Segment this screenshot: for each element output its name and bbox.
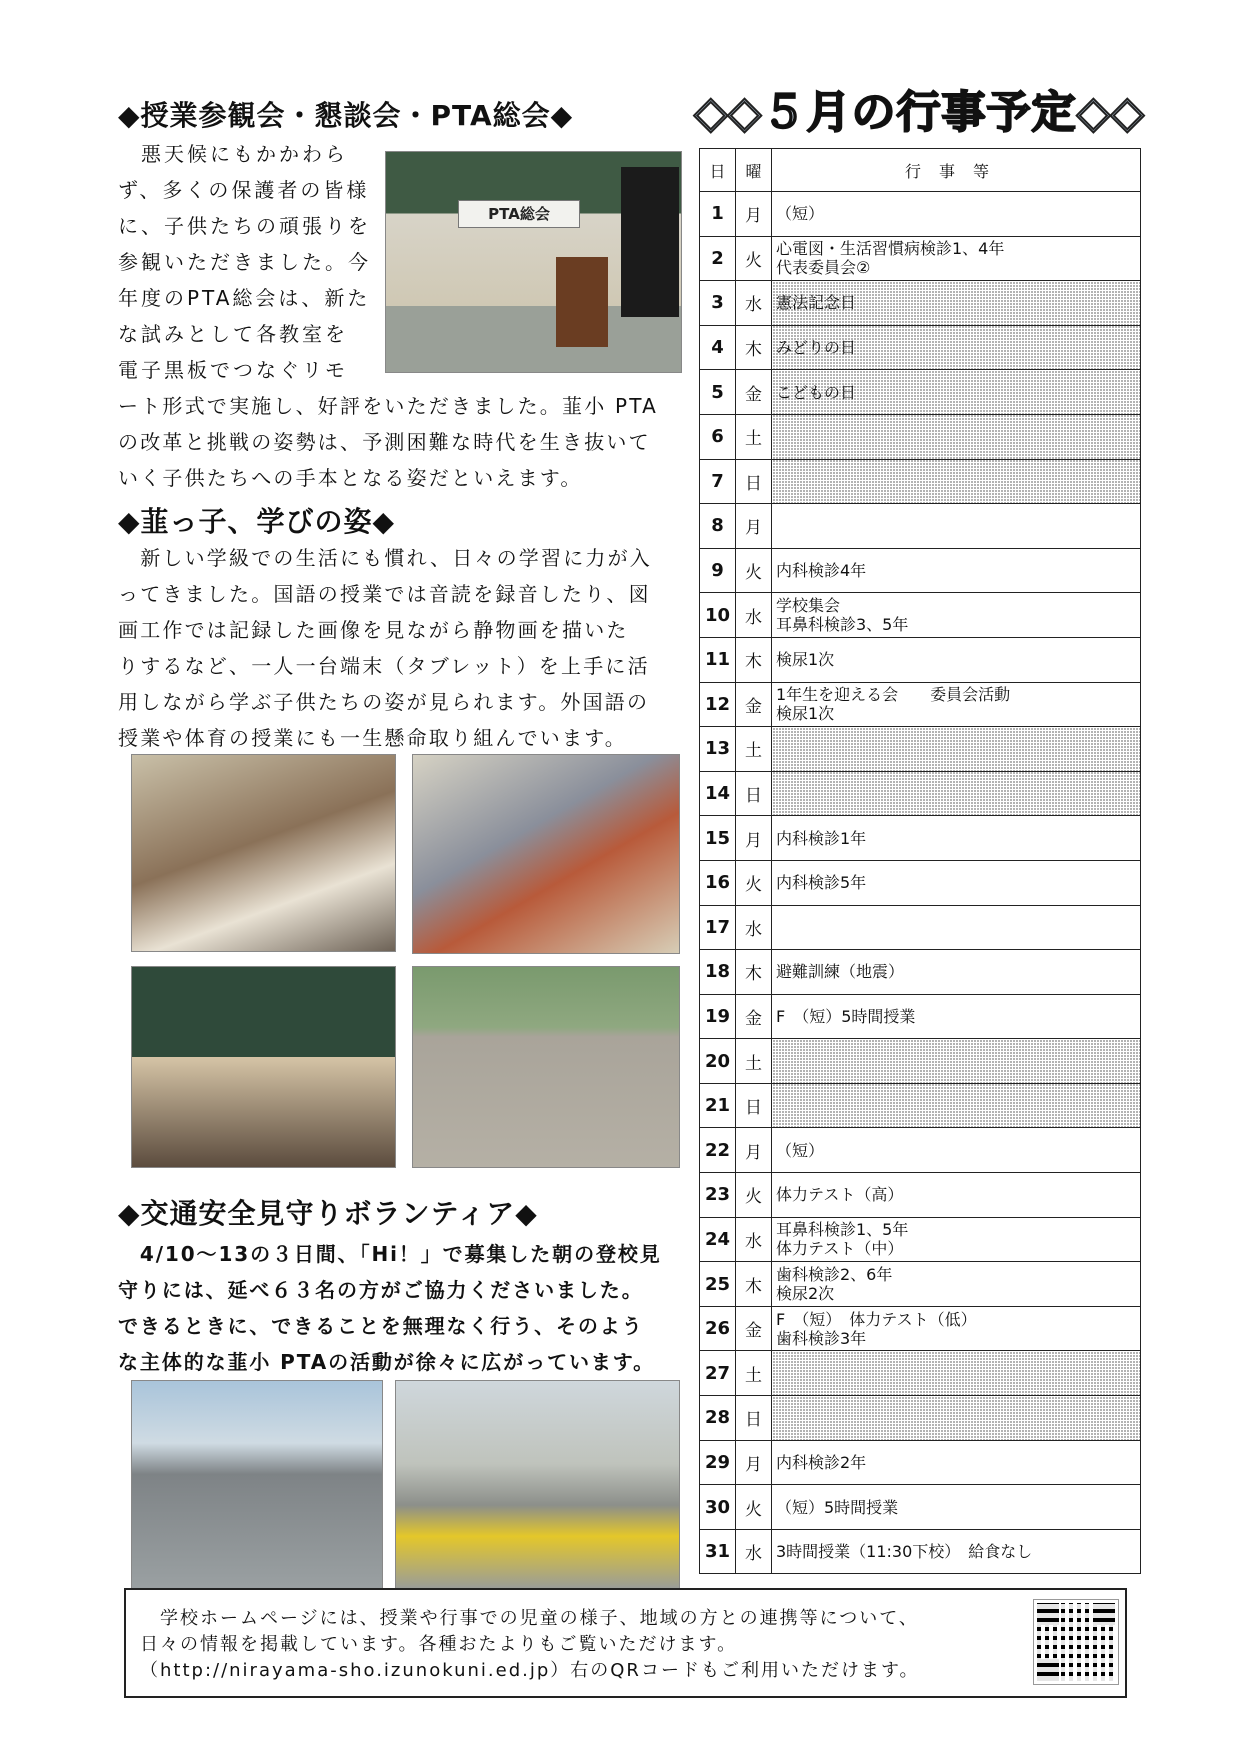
schedule-day: 27 xyxy=(700,1351,736,1396)
schedule-row xyxy=(700,816,1141,861)
schedule-day: 6 xyxy=(700,414,736,459)
schedule-day: 2 xyxy=(700,236,736,281)
schedule-events xyxy=(772,682,1141,727)
schedule-row xyxy=(700,504,1141,549)
schedule-day: 10 xyxy=(700,593,736,638)
schedule-day: 16 xyxy=(700,860,736,905)
pta-line: ート形式で実施し、好評をいただきました。韮小 PTA xyxy=(118,394,658,418)
schedule-event: （短） xyxy=(776,1140,825,1160)
schedule-day: 20 xyxy=(700,1039,736,1084)
schedule-event: 避難訓練（地震） xyxy=(776,962,905,982)
schedule-event: 検尿2次 xyxy=(776,1284,835,1304)
schedule-weekday: 日 xyxy=(736,1396,772,1441)
schedule-day: 18 xyxy=(700,950,736,995)
notice-line: （http://nirayama-sho.izunokuni.ed.jp）右のQRコードもご利用いただけます。 xyxy=(140,1660,920,1681)
schedule-row xyxy=(700,1128,1141,1173)
schedule-events xyxy=(772,905,1141,950)
header-events: 行事等 xyxy=(772,149,1141,192)
schedule-events xyxy=(772,950,1141,995)
schedule-event: 代表委員会② xyxy=(776,258,871,278)
traffic-line: 4/10～13の３日間、「Hi！」で募集した朝の登校見 xyxy=(118,1242,662,1266)
traffic-line: できるときに、できることを無理なく行う、そのよう xyxy=(118,1314,644,1338)
schedule-row xyxy=(700,1351,1141,1396)
schedule-weekday: 木 xyxy=(736,950,772,995)
schedule-weekday: 金 xyxy=(736,370,772,415)
schedule-weekday: 金 xyxy=(736,682,772,727)
schedule-events xyxy=(772,1306,1141,1351)
schedule-event: F （短）5時間授業 xyxy=(776,1006,916,1026)
schedule-event: 体力テスト（高） xyxy=(776,1185,904,1205)
schedule-events xyxy=(772,1440,1141,1485)
schedule-row xyxy=(700,1485,1141,1530)
classroom-tablets-photo xyxy=(412,754,680,954)
schedule-weekday: 火 xyxy=(736,860,772,905)
schedule-day: 28 xyxy=(700,1396,736,1441)
schedule-day: 13 xyxy=(700,727,736,772)
schedule-weekday: 日 xyxy=(736,1083,772,1128)
diamond-deco-right-icon: ◇◇ xyxy=(1076,87,1145,138)
schedule-weekday: 月 xyxy=(736,1440,772,1485)
schedule-event: 体力テスト（中） xyxy=(776,1239,904,1259)
schedule-row xyxy=(700,1083,1141,1128)
schedule-day: 29 xyxy=(700,1440,736,1485)
schedule-weekday: 火 xyxy=(736,1173,772,1218)
homepage-notice-box xyxy=(124,1588,1127,1698)
schedule-row xyxy=(700,281,1141,326)
schedule-row xyxy=(700,414,1141,459)
schedule-row xyxy=(700,325,1141,370)
header-day: 日 xyxy=(700,149,736,192)
schedule-weekday: 木 xyxy=(736,637,772,682)
schedule-weekday: 水 xyxy=(736,593,772,638)
schedule-events xyxy=(772,1083,1141,1128)
schedule-event: 検尿1次 xyxy=(776,704,835,724)
schedule-event: 内科検診4年 xyxy=(776,561,867,581)
monitor xyxy=(621,167,679,317)
traffic-section-body xyxy=(118,1236,688,1380)
schedule-events xyxy=(772,1173,1141,1218)
schedule-row xyxy=(700,1440,1141,1485)
schedule-day: 26 xyxy=(700,1306,736,1351)
pta-banner: PTA総会 xyxy=(458,200,580,228)
schedule-row xyxy=(700,682,1141,727)
schedule-table xyxy=(699,148,1141,1574)
learning-line: 新しい学級での生活にも慣れ、日々の学習に力が入 xyxy=(118,546,652,570)
pta-line: の改革と挑戦の姿勢は、予測困難な時代を生き抜いて xyxy=(118,430,651,454)
schedule-day: 22 xyxy=(700,1128,736,1173)
schedule-events xyxy=(772,414,1141,459)
pta-line: に、子供たちの頑張りを xyxy=(118,214,371,238)
learning-line: 用しながら学ぶ子供たちの姿が見られます。外国語の xyxy=(118,690,650,714)
schedule-row xyxy=(700,548,1141,593)
schedule-title xyxy=(695,80,1143,146)
schedule-title-text: ５月の行事予定 xyxy=(761,87,1077,138)
diamond-deco-left-icon: ◇◇ xyxy=(693,87,762,138)
schedule-event: 内科検診2年 xyxy=(776,1452,867,1472)
qr-code-icon[interactable] xyxy=(1034,1600,1118,1684)
schedule-event: こどもの日 xyxy=(776,382,857,402)
schedule-events xyxy=(772,1396,1141,1441)
schedule-events xyxy=(772,637,1141,682)
schedule-event: 1年生を迎える会 委員会活動 xyxy=(776,685,1011,705)
schedule-event: 歯科検診2、6年 xyxy=(776,1265,893,1285)
schedule-events xyxy=(772,593,1141,638)
schedule-events xyxy=(772,1262,1141,1307)
schedule-day: 4 xyxy=(700,325,736,370)
schedule-row xyxy=(700,1529,1141,1574)
schedule-events xyxy=(772,504,1141,549)
schedule-weekday: 火 xyxy=(736,548,772,593)
schedule-row xyxy=(700,727,1141,772)
schedule-weekday: 水 xyxy=(736,1217,772,1262)
schedule-event: （短） xyxy=(776,204,825,224)
pe-class-photo xyxy=(412,966,680,1168)
schedule-row xyxy=(700,1217,1141,1262)
schedule-row xyxy=(700,1173,1141,1218)
traffic-section-heading: ◆交通安全見守りボランティア◆ xyxy=(118,1197,538,1230)
learning-section-body xyxy=(118,540,688,756)
schedule-day: 15 xyxy=(700,816,736,861)
schedule-event: 内科検診5年 xyxy=(776,873,867,893)
pta-section-heading: ◆授業参観会・懇談会・PTA総会◆ xyxy=(118,99,574,132)
podium xyxy=(556,257,608,347)
schedule-event: 3時間授業（11:30下校） 給食なし xyxy=(776,1542,1033,1562)
schedule-day: 30 xyxy=(700,1485,736,1530)
schedule-day: 19 xyxy=(700,994,736,1039)
header-dow: 曜 xyxy=(736,149,772,192)
schedule-events xyxy=(772,727,1141,772)
schedule-day: 5 xyxy=(700,370,736,415)
schedule-events xyxy=(772,771,1141,816)
schedule-weekday: 月 xyxy=(736,192,772,237)
schedule-weekday: 日 xyxy=(736,459,772,504)
learning-line: 授業や体育の授業にも一生懸命取り組んでいます。 xyxy=(118,726,627,750)
notice-line: 学校ホームページには、授業や行事での児童の様子、地域の方との連携等について、 xyxy=(140,1608,919,1629)
schedule-row xyxy=(700,905,1141,950)
schedule-row xyxy=(700,1039,1141,1084)
schedule-event: 耳鼻科検診3、5年 xyxy=(776,615,909,635)
schedule-weekday: 月 xyxy=(736,1128,772,1173)
pta-line: 参観いただきました。今 xyxy=(118,250,371,274)
learning-section-heading: ◆韮っ子、学びの姿◆ xyxy=(118,505,396,538)
schedule-events xyxy=(772,459,1141,504)
schedule-events xyxy=(772,1039,1141,1084)
schedule-row xyxy=(700,1262,1141,1307)
schedule-event: （短）5時間授業 xyxy=(776,1497,899,1517)
schedule-event: 歯科検診3年 xyxy=(776,1328,867,1348)
schedule-weekday: 土 xyxy=(736,1351,772,1396)
schedule-weekday: 月 xyxy=(736,816,772,861)
schedule-day: 31 xyxy=(700,1529,736,1574)
schedule-events xyxy=(772,370,1141,415)
schedule-event: 心電図・生活習慣病検診1、4年 xyxy=(776,239,1005,259)
schedule-weekday: 木 xyxy=(736,1262,772,1307)
schedule-row xyxy=(700,950,1141,995)
schedule-row xyxy=(700,236,1141,281)
learning-line: 画工作では記録した画像を見ながら静物画を描いた xyxy=(118,618,629,642)
pta-line: な試みとして各教室を xyxy=(118,322,348,346)
english-class-photo xyxy=(131,966,396,1168)
schedule-event: F （短） 体力テスト（低） xyxy=(776,1309,977,1329)
schedule-events xyxy=(772,1128,1141,1173)
schedule-row xyxy=(700,1306,1141,1351)
schedule-header-row xyxy=(700,149,1141,192)
schedule-row xyxy=(700,593,1141,638)
pta-line: 悪天候にもかかわら xyxy=(118,142,348,166)
traffic-line: 守りには、延べ６３名の方がご協力くださいました。 xyxy=(118,1278,644,1302)
notice-line: 日々の情報を掲載しています。各種おたよりもご覧いただけます。 xyxy=(140,1634,738,1655)
schedule-row xyxy=(700,192,1141,237)
schedule-row xyxy=(700,370,1141,415)
homepage-notice-text xyxy=(140,1606,920,1684)
crosswalk-volunteer-photo xyxy=(131,1380,383,1589)
schedule-weekday: 月 xyxy=(736,504,772,549)
schedule-day: 12 xyxy=(700,682,736,727)
pta-meeting-photo xyxy=(385,151,682,373)
schedule-day: 23 xyxy=(700,1173,736,1218)
schedule-events xyxy=(772,860,1141,905)
schedule-events xyxy=(772,1529,1141,1574)
schedule-row xyxy=(700,459,1141,504)
schedule-day: 14 xyxy=(700,771,736,816)
schedule-row xyxy=(700,860,1141,905)
schedule-weekday: 土 xyxy=(736,727,772,772)
tablet-reading-photo xyxy=(131,754,396,952)
schedule-row xyxy=(700,637,1141,682)
schedule-weekday: 水 xyxy=(736,905,772,950)
schedule-events xyxy=(772,192,1141,237)
schedule-event: 内科検診1年 xyxy=(776,828,867,848)
schedule-day: 9 xyxy=(700,548,736,593)
schedule-weekday: 木 xyxy=(736,325,772,370)
schedule-event: 憲法記念日 xyxy=(776,293,857,313)
schedule-event: 学校集会 xyxy=(776,596,841,616)
schedule-weekday: 土 xyxy=(736,1039,772,1084)
schedule-day: 11 xyxy=(700,637,736,682)
schedule-day: 24 xyxy=(700,1217,736,1262)
schedule-events xyxy=(772,1351,1141,1396)
schedule-events xyxy=(772,1217,1141,1262)
schedule-weekday: 土 xyxy=(736,414,772,459)
schedule-day: 17 xyxy=(700,905,736,950)
pta-line: 電子黒板でつなぐリモ xyxy=(118,358,348,382)
schedule-weekday: 金 xyxy=(736,1306,772,1351)
pta-line: ず、多くの保護者の皆様 xyxy=(118,178,370,202)
schedule-weekday: 水 xyxy=(736,1529,772,1574)
schedule-body xyxy=(700,192,1141,1574)
schedule-weekday: 火 xyxy=(736,1485,772,1530)
schedule-weekday: 日 xyxy=(736,771,772,816)
pta-line: 年度のPTA総会は、新た xyxy=(118,286,371,310)
traffic-line: な主体的な韮小 PTAの活動が徐々に広がっています。 xyxy=(118,1350,655,1374)
schedule-row xyxy=(700,994,1141,1039)
schedule-event: みどりの日 xyxy=(776,338,857,358)
schedule-day: 8 xyxy=(700,504,736,549)
schedule-day: 25 xyxy=(700,1262,736,1307)
schedule-events xyxy=(772,236,1141,281)
schedule-weekday: 金 xyxy=(736,994,772,1039)
schedule-day: 1 xyxy=(700,192,736,237)
pta-line: いく子供たちへの手本となる姿だといえます。 xyxy=(118,466,583,490)
schedule-weekday: 水 xyxy=(736,281,772,326)
schedule-events xyxy=(772,281,1141,326)
schedule-day: 21 xyxy=(700,1083,736,1128)
schedule-events xyxy=(772,1485,1141,1530)
schedule-event: 検尿1次 xyxy=(776,650,835,670)
schedule-day: 7 xyxy=(700,459,736,504)
schedule-row xyxy=(700,1396,1141,1441)
schedule-events xyxy=(772,816,1141,861)
schedule-events xyxy=(772,994,1141,1039)
street-volunteer-photo xyxy=(395,1380,680,1589)
learning-line: ってきました。国語の授業では音読を録音したり、図 xyxy=(118,582,651,606)
schedule-day: 3 xyxy=(700,281,736,326)
schedule-event: 耳鼻科検診1、5年 xyxy=(776,1220,909,1240)
learning-line: りするなど、一人一台端末（タブレット）を上手に活 xyxy=(118,654,650,678)
schedule-row xyxy=(700,771,1141,816)
schedule-events xyxy=(772,548,1141,593)
schedule-events xyxy=(772,325,1141,370)
schedule-weekday: 火 xyxy=(736,236,772,281)
